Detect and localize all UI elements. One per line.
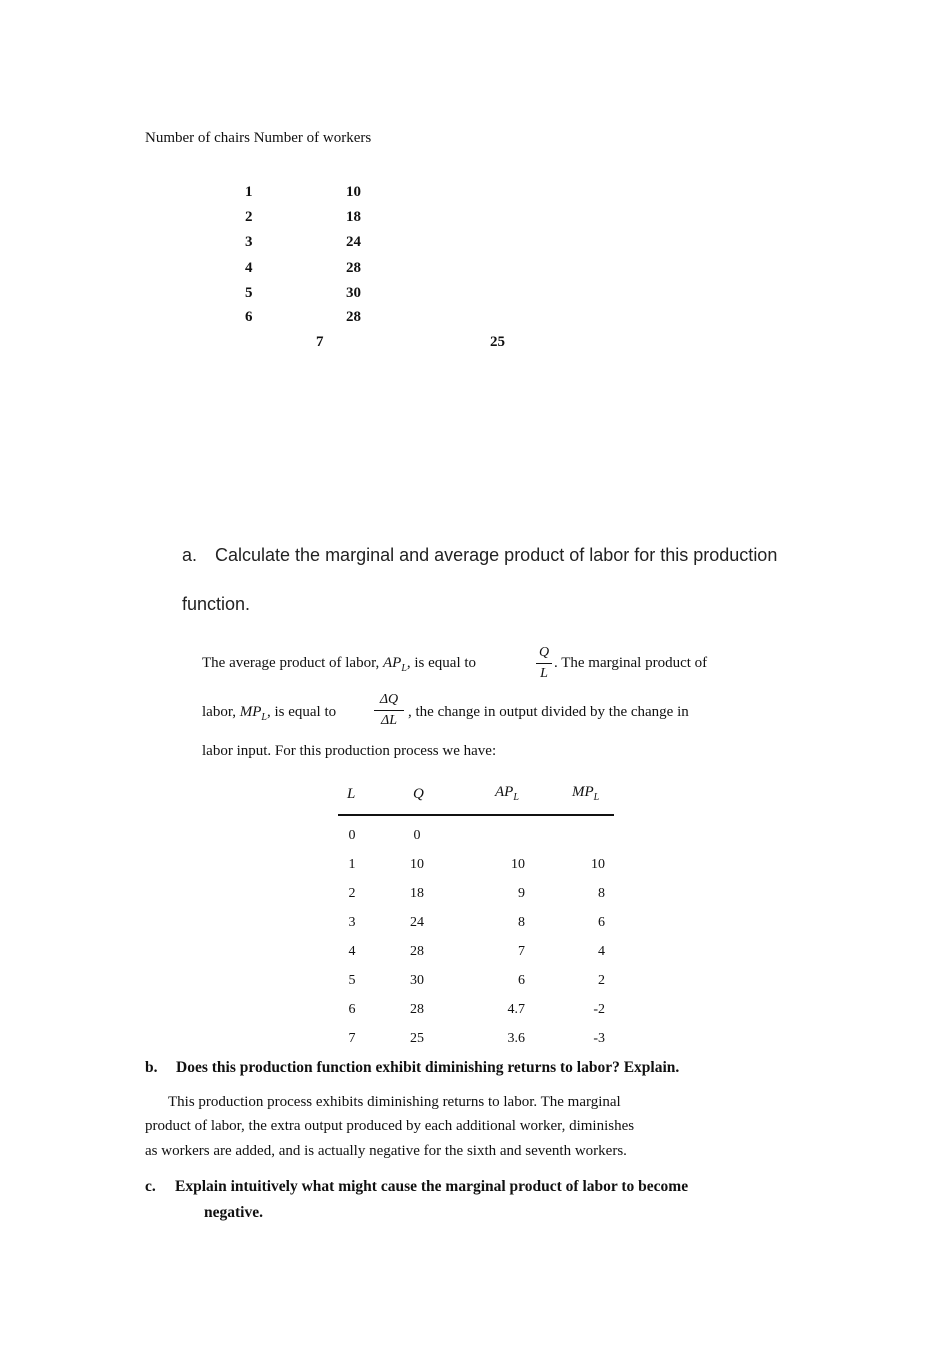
fraction-dq-over-dl xyxy=(374,692,404,729)
raw-row-3-workers: 24 xyxy=(346,234,361,250)
raw-row-6-workers: 28 xyxy=(346,309,361,325)
part-b-answer-line1: This production process exhibits diminishing returns to labor. The marginal xyxy=(168,1094,621,1110)
cell-l: 3 xyxy=(348,915,356,930)
part-a-question-line1: Calculate the marginal and average product of labor for this production xyxy=(215,545,778,565)
raw-row-3-chairs: 3 xyxy=(245,234,253,250)
cell-q: 10 xyxy=(410,857,424,872)
raw-table-header: Number of chairs Number of workers xyxy=(145,130,372,146)
fraction-bar xyxy=(374,710,404,711)
part-c-question-line1: Explain intuitively what might cause the marginal product of labor to become xyxy=(175,1178,689,1195)
cell-apl: 4.7 xyxy=(507,1002,525,1017)
col-header-apl: $AP_L$ xyxy=(495,784,519,803)
cell-l: 2 xyxy=(348,886,356,901)
part-b-label: b. xyxy=(145,1059,158,1076)
cell-mpl: 10 xyxy=(591,857,605,872)
text: The average product of labor, xyxy=(202,655,383,671)
raw-row-4-workers: 28 xyxy=(346,260,361,276)
cell-q: 24 xyxy=(410,915,424,930)
part-a-question-line2: function. xyxy=(182,594,251,614)
cell-l: 4 xyxy=(348,944,356,959)
cell-mpl: 6 xyxy=(598,915,605,930)
explanation-line1 xyxy=(202,655,476,674)
cell-l: 6 xyxy=(348,1002,356,1017)
cell-l: 1 xyxy=(348,857,356,872)
fraction-numerator: Q xyxy=(538,645,550,660)
col-header-l: L xyxy=(347,786,356,802)
cell-q: 0 xyxy=(413,828,421,843)
cell-q: 18 xyxy=(410,886,424,901)
raw-row-5-workers: 30 xyxy=(346,285,361,301)
text: , is equal to xyxy=(266,704,337,720)
explanation-line1-end: . The marginal product of xyxy=(554,655,708,671)
raw-row-1-chairs: 1 xyxy=(245,184,253,200)
col-header-mpl: $MP_L$ xyxy=(572,784,600,803)
cell-l: 7 xyxy=(348,1031,356,1046)
explanation-line2 xyxy=(202,704,336,723)
part-b-question: Does this production function exhibit diminishing returns to labor? Explain. xyxy=(176,1059,680,1076)
part-b-answer-line2: product of labor, the extra output produced by each additional worker, diminishes xyxy=(145,1118,635,1134)
fraction-q-over-l xyxy=(536,645,552,682)
part-c-label: c. xyxy=(145,1178,156,1195)
fraction-denominator: L xyxy=(540,666,548,681)
fraction-bar xyxy=(536,663,552,664)
raw-row-7-workers: 25 xyxy=(490,334,505,350)
cell-l: 0 xyxy=(348,828,356,843)
cell-apl: 6 xyxy=(518,973,525,988)
raw-row-2-chairs: 2 xyxy=(245,209,253,225)
text: , is equal to xyxy=(406,655,477,671)
explanation-line3: labor input. For this production process we have: xyxy=(202,743,497,759)
part-a-label: a. xyxy=(182,545,198,565)
cell-mpl: -2 xyxy=(593,1002,605,1017)
part-c-question-line2: negative. xyxy=(204,1204,263,1221)
raw-row-7-chairs: 7 xyxy=(316,334,324,350)
cell-mpl: 2 xyxy=(598,973,605,988)
apl-symbol: $AP_L$ xyxy=(382,655,407,674)
cell-q: 28 xyxy=(410,1002,424,1017)
cell-apl: 10 xyxy=(511,857,525,872)
explanation-line2-end: , the change in output divided by the change in xyxy=(408,704,689,720)
cell-apl: 3.6 xyxy=(507,1031,525,1046)
cell-apl: 8 xyxy=(518,915,525,930)
cell-mpl: 4 xyxy=(598,944,605,959)
raw-row-1-workers: 10 xyxy=(346,184,361,200)
raw-row-2-workers: 18 xyxy=(346,209,361,225)
cell-q: 30 xyxy=(410,973,424,988)
text: labor, xyxy=(202,704,240,720)
cell-q: 25 xyxy=(410,1031,424,1046)
fraction-numerator: ΔQ xyxy=(379,692,399,707)
header-rule xyxy=(338,814,614,816)
cell-l: 5 xyxy=(348,973,356,988)
cell-apl: 7 xyxy=(518,944,525,959)
cell-mpl: -3 xyxy=(593,1031,605,1046)
col-header-q: Q xyxy=(413,786,424,802)
fraction-denominator: ΔL xyxy=(380,713,397,728)
raw-row-5-chairs: 5 xyxy=(245,285,253,301)
cell-q: 28 xyxy=(410,944,424,959)
raw-row-4-chairs: 4 xyxy=(245,260,253,276)
mpl-symbol: $MP_L$ xyxy=(239,704,267,723)
cell-mpl: 8 xyxy=(598,886,605,901)
cell-apl: 9 xyxy=(518,886,525,901)
raw-row-6-chairs: 6 xyxy=(245,309,253,325)
part-b-answer-line3: as workers are added, and is actually negative for the sixth and seventh workers. xyxy=(145,1143,627,1159)
